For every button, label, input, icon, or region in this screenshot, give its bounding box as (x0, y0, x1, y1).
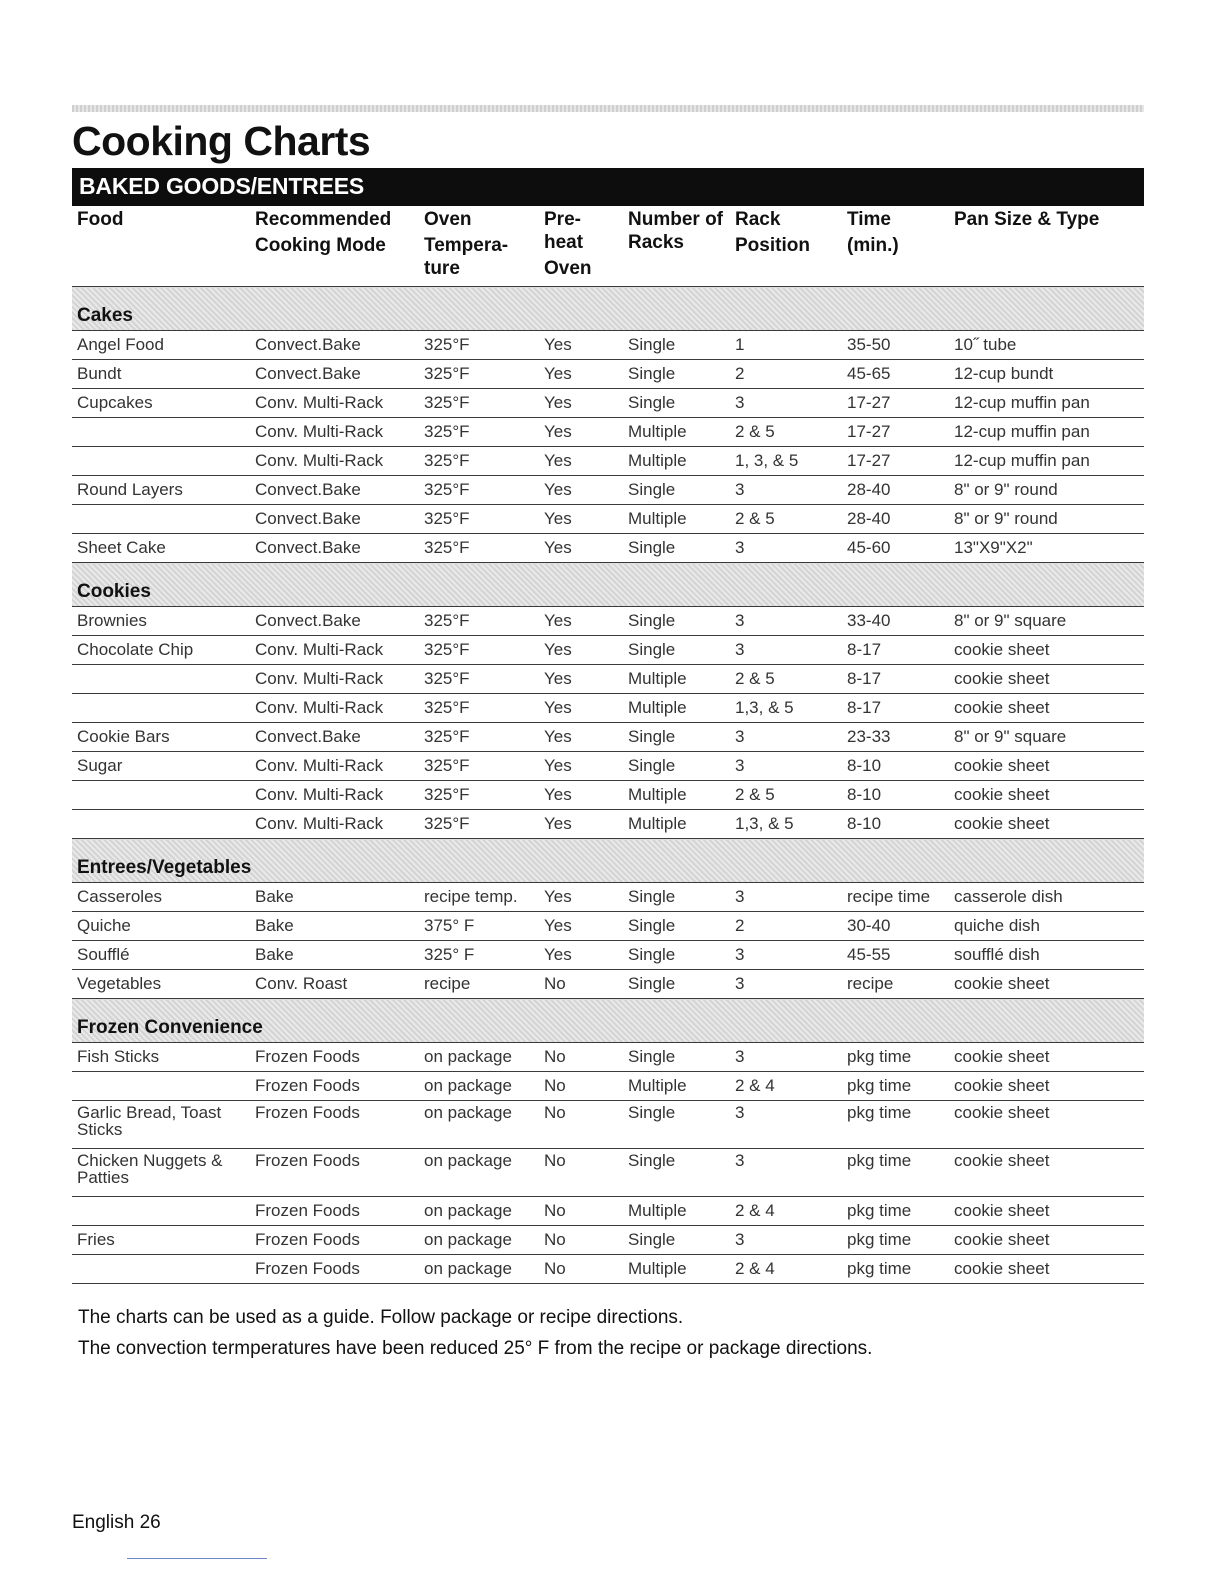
table-row (72, 1149, 1144, 1197)
cell-pan-size-type: cookie sheet (949, 1197, 1144, 1226)
cell-food (72, 665, 250, 694)
cell-food: Garlic Bread, Toast Sticks (72, 1101, 250, 1149)
cell-preheat-oven: Yes (539, 636, 623, 665)
cell-cooking-mode: Convect.Bake (250, 476, 419, 505)
cell-rack-position: 1 (730, 331, 842, 360)
cell-cooking-mode: Bake (250, 912, 419, 941)
cell-number-of-racks: Single (623, 331, 730, 360)
cell-pan-size-type: 8" or 9" square (949, 723, 1144, 752)
cell-time: 8-10 (842, 781, 949, 810)
cell-time: 8-17 (842, 636, 949, 665)
cell-pan-size-type: cookie sheet (949, 1101, 1144, 1149)
cell-oven-temperature: 325°F (419, 331, 539, 360)
cell-oven-temperature: 325°F (419, 752, 539, 781)
cell-preheat-oven: No (539, 1043, 623, 1072)
cell-oven-temperature: 375° F (419, 912, 539, 941)
cell-food: Vegetables (72, 970, 250, 999)
cell-preheat-oven: Yes (539, 360, 623, 389)
cell-rack-position: 3 (730, 389, 842, 418)
cell-oven-temperature: 325°F (419, 781, 539, 810)
cell-number-of-racks: Single (623, 883, 730, 912)
cell-food: Cookie Bars (72, 723, 250, 752)
table-row (72, 447, 1144, 476)
cell-oven-temperature: on package (419, 1226, 539, 1255)
cell-preheat-oven: No (539, 1255, 623, 1284)
cell-food (72, 1072, 250, 1101)
cell-preheat-oven: Yes (539, 447, 623, 476)
cell-oven-temperature: 325°F (419, 607, 539, 636)
cell-preheat-oven: Yes (539, 941, 623, 970)
top-rule (72, 105, 1144, 112)
page-title: Cooking Charts (72, 118, 371, 164)
category-label: Entrees/Vegetables (72, 839, 1144, 883)
cell-preheat-oven: Yes (539, 665, 623, 694)
cell-rack-position: 3 (730, 1043, 842, 1072)
table-row (72, 912, 1144, 941)
category-row (72, 839, 1144, 883)
table-row (72, 331, 1144, 360)
cell-oven-temperature: 325° F (419, 941, 539, 970)
col-header-line1: Oven (424, 209, 472, 230)
notes (78, 1302, 872, 1364)
cell-time: pkg time (842, 1101, 949, 1149)
cell-rack-position: 3 (730, 607, 842, 636)
cell-cooking-mode: Conv. Multi-Rack (250, 752, 419, 781)
cell-rack-position: 2 (730, 360, 842, 389)
table-row (72, 665, 1144, 694)
table-row (72, 883, 1144, 912)
table-row (72, 810, 1144, 839)
col-header-cooking-mode (250, 206, 419, 287)
cell-food: Sugar (72, 752, 250, 781)
cell-pan-size-type: cookie sheet (949, 1043, 1144, 1072)
cell-oven-temperature: 325°F (419, 694, 539, 723)
cell-time: pkg time (842, 1226, 949, 1255)
table-row (72, 970, 1144, 999)
col-header-line1: Pre- heat (544, 209, 584, 253)
cell-pan-size-type: quiche dish (949, 912, 1144, 941)
cell-cooking-mode: Bake (250, 883, 419, 912)
cell-oven-temperature: on package (419, 1255, 539, 1284)
cell-cooking-mode: Frozen Foods (250, 1149, 419, 1197)
cell-oven-temperature: 325°F (419, 810, 539, 839)
col-header-line1: Rack (735, 209, 781, 230)
table-row (72, 505, 1144, 534)
cell-oven-temperature: on package (419, 1101, 539, 1149)
cell-cooking-mode: Conv. Multi-Rack (250, 810, 419, 839)
category-label: Cookies (72, 563, 1144, 607)
cell-cooking-mode: Conv. Multi-Rack (250, 781, 419, 810)
cell-preheat-oven: Yes (539, 694, 623, 723)
category-row (72, 999, 1144, 1043)
cell-cooking-mode: Convect.Bake (250, 505, 419, 534)
cell-oven-temperature: 325°F (419, 534, 539, 563)
cell-number-of-racks: Single (623, 389, 730, 418)
cell-oven-temperature: on package (419, 1149, 539, 1197)
cell-pan-size-type: cookie sheet (949, 694, 1144, 723)
cell-pan-size-type: cookie sheet (949, 1149, 1144, 1197)
cell-rack-position: 3 (730, 723, 842, 752)
cell-pan-size-type: 10˝ tube (949, 331, 1144, 360)
cell-cooking-mode: Frozen Foods (250, 1101, 419, 1149)
cell-preheat-oven: Yes (539, 912, 623, 941)
cell-rack-position: 3 (730, 1101, 842, 1149)
table-row (72, 1101, 1144, 1149)
cell-number-of-racks: Single (623, 534, 730, 563)
cell-number-of-racks: Single (623, 970, 730, 999)
cell-number-of-racks: Multiple (623, 810, 730, 839)
cell-food: Casseroles (72, 883, 250, 912)
note-temperature: The convection termperatures have been reduced 25° F from the recipe or package directions. (78, 1338, 873, 1359)
cell-preheat-oven: Yes (539, 607, 623, 636)
cell-rack-position: 1,3, & 5 (730, 810, 842, 839)
cell-time: 45-60 (842, 534, 949, 563)
cell-food (72, 810, 250, 839)
cell-time: 17-27 (842, 418, 949, 447)
cell-time: 28-40 (842, 505, 949, 534)
category-row (72, 563, 1144, 607)
cell-food: Chocolate Chip (72, 636, 250, 665)
cell-rack-position: 3 (730, 752, 842, 781)
cell-number-of-racks: Single (623, 941, 730, 970)
table-row (72, 1072, 1144, 1101)
table-body (72, 287, 1144, 1284)
cell-pan-size-type: 12-cup bundt (949, 360, 1144, 389)
table-row (72, 723, 1144, 752)
cell-oven-temperature: 325°F (419, 418, 539, 447)
cell-pan-size-type: 13"X9"X2" (949, 534, 1144, 563)
cell-number-of-racks: Single (623, 1101, 730, 1149)
cell-number-of-racks: Multiple (623, 665, 730, 694)
cell-oven-temperature: on package (419, 1197, 539, 1226)
table-row (72, 1197, 1144, 1226)
cell-number-of-racks: Single (623, 723, 730, 752)
table-row (72, 941, 1144, 970)
cell-food (72, 418, 250, 447)
cell-preheat-oven: No (539, 1197, 623, 1226)
table-row (72, 752, 1144, 781)
cell-oven-temperature: recipe temp. (419, 883, 539, 912)
cell-food: Sheet Cake (72, 534, 250, 563)
cell-preheat-oven: Yes (539, 810, 623, 839)
cell-oven-temperature: recipe (419, 970, 539, 999)
cell-preheat-oven: No (539, 1149, 623, 1197)
cell-preheat-oven: Yes (539, 534, 623, 563)
cell-food: Chicken Nuggets & Patties (72, 1149, 250, 1197)
cell-pan-size-type: cookie sheet (949, 810, 1144, 839)
table-row (72, 1043, 1144, 1072)
cell-rack-position: 3 (730, 970, 842, 999)
col-header-line2: Position (735, 235, 810, 256)
cell-oven-temperature: 325°F (419, 665, 539, 694)
cell-number-of-racks: Multiple (623, 447, 730, 476)
cell-pan-size-type: 8" or 9" round (949, 476, 1144, 505)
table-row (72, 534, 1144, 563)
cell-preheat-oven: No (539, 970, 623, 999)
cell-number-of-racks: Single (623, 1149, 730, 1197)
cell-time: pkg time (842, 1197, 949, 1226)
cell-preheat-oven: No (539, 1226, 623, 1255)
cell-rack-position: 2 & 5 (730, 505, 842, 534)
cell-food: Bundt (72, 360, 250, 389)
cell-pan-size-type: 12-cup muffin pan (949, 389, 1144, 418)
cell-preheat-oven: Yes (539, 752, 623, 781)
cell-pan-size-type: cookie sheet (949, 1072, 1144, 1101)
cell-food: Angel Food (72, 331, 250, 360)
cell-cooking-mode: Frozen Foods (250, 1255, 419, 1284)
cell-pan-size-type: 8" or 9" square (949, 607, 1144, 636)
cell-number-of-racks: Single (623, 607, 730, 636)
category-label: Frozen Convenience (72, 999, 1144, 1043)
cell-rack-position: 3 (730, 1226, 842, 1255)
cell-time: 8-17 (842, 665, 949, 694)
cell-rack-position: 3 (730, 476, 842, 505)
cell-cooking-mode: Conv. Multi-Rack (250, 636, 419, 665)
cell-cooking-mode: Frozen Foods (250, 1043, 419, 1072)
cell-rack-position: 2 & 5 (730, 781, 842, 810)
cell-cooking-mode: Convect.Bake (250, 607, 419, 636)
cell-preheat-oven: No (539, 1072, 623, 1101)
cell-time: 8-10 (842, 752, 949, 781)
col-header-line2: Cooking Mode (255, 235, 386, 256)
cell-rack-position: 3 (730, 1149, 842, 1197)
cell-preheat-oven: Yes (539, 723, 623, 752)
cell-time: recipe time (842, 883, 949, 912)
cell-preheat-oven: No (539, 1101, 623, 1149)
cell-pan-size-type: cookie sheet (949, 752, 1144, 781)
cell-number-of-racks: Multiple (623, 418, 730, 447)
cell-oven-temperature: 325°F (419, 360, 539, 389)
cell-rack-position: 3 (730, 636, 842, 665)
page-footer: English 26 (72, 1512, 161, 1533)
cell-rack-position: 2 & 5 (730, 418, 842, 447)
cell-number-of-racks: Multiple (623, 781, 730, 810)
cell-pan-size-type: cookie sheet (949, 1226, 1144, 1255)
cell-pan-size-type: 8" or 9" round (949, 505, 1144, 534)
table-row (72, 360, 1144, 389)
cell-number-of-racks: Single (623, 912, 730, 941)
cell-time: 17-27 (842, 447, 949, 476)
cell-number-of-racks: Multiple (623, 694, 730, 723)
cell-cooking-mode: Frozen Foods (250, 1072, 419, 1101)
col-header-line1: Food (77, 209, 124, 230)
cell-cooking-mode: Convect.Bake (250, 331, 419, 360)
cell-pan-size-type: cookie sheet (949, 636, 1144, 665)
table-row (72, 636, 1144, 665)
cell-oven-temperature: 325°F (419, 476, 539, 505)
cell-rack-position: 2 (730, 912, 842, 941)
cell-preheat-oven: Yes (539, 883, 623, 912)
cell-rack-position: 2 & 4 (730, 1072, 842, 1101)
cell-pan-size-type: cookie sheet (949, 781, 1144, 810)
col-header-oven-temperature (419, 206, 539, 287)
cooking-chart-table (72, 206, 1144, 1284)
cell-time: pkg time (842, 1072, 949, 1101)
cell-preheat-oven: Yes (539, 476, 623, 505)
cell-rack-position: 2 & 4 (730, 1255, 842, 1284)
cell-cooking-mode: Conv. Multi-Rack (250, 418, 419, 447)
cell-food (72, 447, 250, 476)
cell-food: Brownies (72, 607, 250, 636)
cell-oven-temperature: 325°F (419, 447, 539, 476)
cell-rack-position: 2 & 4 (730, 1197, 842, 1226)
cell-rack-position: 3 (730, 883, 842, 912)
cell-preheat-oven: Yes (539, 389, 623, 418)
cell-rack-position: 1, 3, & 5 (730, 447, 842, 476)
cell-time: recipe (842, 970, 949, 999)
cell-cooking-mode: Convect.Bake (250, 534, 419, 563)
cell-time: 17-27 (842, 389, 949, 418)
table-row (72, 1255, 1144, 1284)
cell-food (72, 1197, 250, 1226)
cell-pan-size-type: cookie sheet (949, 970, 1144, 999)
cell-time: 30-40 (842, 912, 949, 941)
table-row (72, 607, 1144, 636)
col-header-pan-size-type (949, 206, 1144, 287)
cell-rack-position: 2 & 5 (730, 665, 842, 694)
cell-time: 45-55 (842, 941, 949, 970)
cell-number-of-racks: Single (623, 636, 730, 665)
cell-time: 23-33 (842, 723, 949, 752)
col-header-food (72, 206, 250, 287)
cell-time: 28-40 (842, 476, 949, 505)
cell-preheat-oven: Yes (539, 781, 623, 810)
cell-pan-size-type: cookie sheet (949, 1255, 1144, 1284)
cell-preheat-oven: Yes (539, 418, 623, 447)
cell-food (72, 505, 250, 534)
cell-pan-size-type: soufflé dish (949, 941, 1144, 970)
cell-number-of-racks: Single (623, 1043, 730, 1072)
cell-time: pkg time (842, 1043, 949, 1072)
cell-cooking-mode: Conv. Roast (250, 970, 419, 999)
cell-food: Round Layers (72, 476, 250, 505)
cell-number-of-racks: Single (623, 752, 730, 781)
table-row (72, 694, 1144, 723)
col-header-line2: Oven (544, 258, 592, 279)
col-header-line1: Pan Size & Type (954, 209, 1100, 230)
category-row (72, 287, 1144, 331)
cell-rack-position: 3 (730, 941, 842, 970)
table-row (72, 389, 1144, 418)
cell-number-of-racks: Single (623, 360, 730, 389)
col-header-line2: Tempera- ture (424, 235, 509, 279)
cell-time: 8-17 (842, 694, 949, 723)
cell-oven-temperature: 325°F (419, 505, 539, 534)
cell-oven-temperature: 325°F (419, 723, 539, 752)
cell-cooking-mode: Conv. Multi-Rack (250, 665, 419, 694)
cell-oven-temperature: on package (419, 1072, 539, 1101)
cell-time: pkg time (842, 1149, 949, 1197)
cell-pan-size-type: casserole dish (949, 883, 1144, 912)
cell-number-of-racks: Single (623, 476, 730, 505)
cell-food (72, 781, 250, 810)
category-label: Cakes (72, 287, 1144, 331)
cell-food: Cupcakes (72, 389, 250, 418)
table-row (72, 781, 1144, 810)
cell-number-of-racks: Multiple (623, 1197, 730, 1226)
cell-cooking-mode: Bake (250, 941, 419, 970)
cell-cooking-mode: Convect.Bake (250, 360, 419, 389)
cell-time: 35-50 (842, 331, 949, 360)
col-header-rack-position (730, 206, 842, 287)
cell-pan-size-type: 12-cup muffin pan (949, 418, 1144, 447)
cell-preheat-oven: Yes (539, 505, 623, 534)
cell-number-of-racks: Multiple (623, 1255, 730, 1284)
cell-food: Soufflé (72, 941, 250, 970)
table-row (72, 418, 1144, 447)
cell-number-of-racks: Multiple (623, 1072, 730, 1101)
section-header: BAKED GOODS/ENTREES (72, 168, 1144, 206)
col-header-line1: Time (847, 209, 892, 230)
cell-number-of-racks: Single (623, 1226, 730, 1255)
cell-time: 8-10 (842, 810, 949, 839)
cell-time: pkg time (842, 1255, 949, 1284)
table-row (72, 476, 1144, 505)
cell-food: Fish Sticks (72, 1043, 250, 1072)
cell-cooking-mode: Conv. Multi-Rack (250, 389, 419, 418)
col-header-line1: Number of Racks (628, 209, 723, 253)
cell-number-of-racks: Multiple (623, 505, 730, 534)
cell-food (72, 1255, 250, 1284)
cell-cooking-mode: Convect.Bake (250, 723, 419, 752)
header-row (72, 206, 1144, 287)
cell-pan-size-type: 12-cup muffin pan (949, 447, 1144, 476)
cell-oven-temperature: 325°F (419, 389, 539, 418)
col-header-preheat-oven (539, 206, 623, 287)
table-row (72, 1226, 1144, 1255)
cell-time: 33-40 (842, 607, 949, 636)
cell-time: 45-65 (842, 360, 949, 389)
cell-cooking-mode: Frozen Foods (250, 1226, 419, 1255)
cell-food: Fries (72, 1226, 250, 1255)
cell-food: Quiche (72, 912, 250, 941)
col-header-line2: (min.) (847, 235, 899, 256)
cell-cooking-mode: Frozen Foods (250, 1197, 419, 1226)
cell-pan-size-type: cookie sheet (949, 665, 1144, 694)
note-guide: The charts can be used as a guide. Follow package or recipe directions. (78, 1307, 684, 1328)
cell-food (72, 694, 250, 723)
col-header-number-of-racks (623, 206, 730, 287)
cell-oven-temperature: 325°F (419, 636, 539, 665)
cell-rack-position: 3 (730, 534, 842, 563)
cell-preheat-oven: Yes (539, 331, 623, 360)
cell-cooking-mode: Conv. Multi-Rack (250, 447, 419, 476)
footer-rule (127, 1558, 267, 1559)
cell-rack-position: 1,3, & 5 (730, 694, 842, 723)
table-header (72, 206, 1144, 287)
col-header-line1: Recommended (255, 209, 392, 230)
cell-cooking-mode: Conv. Multi-Rack (250, 694, 419, 723)
col-header-time (842, 206, 949, 287)
cell-oven-temperature: on package (419, 1043, 539, 1072)
